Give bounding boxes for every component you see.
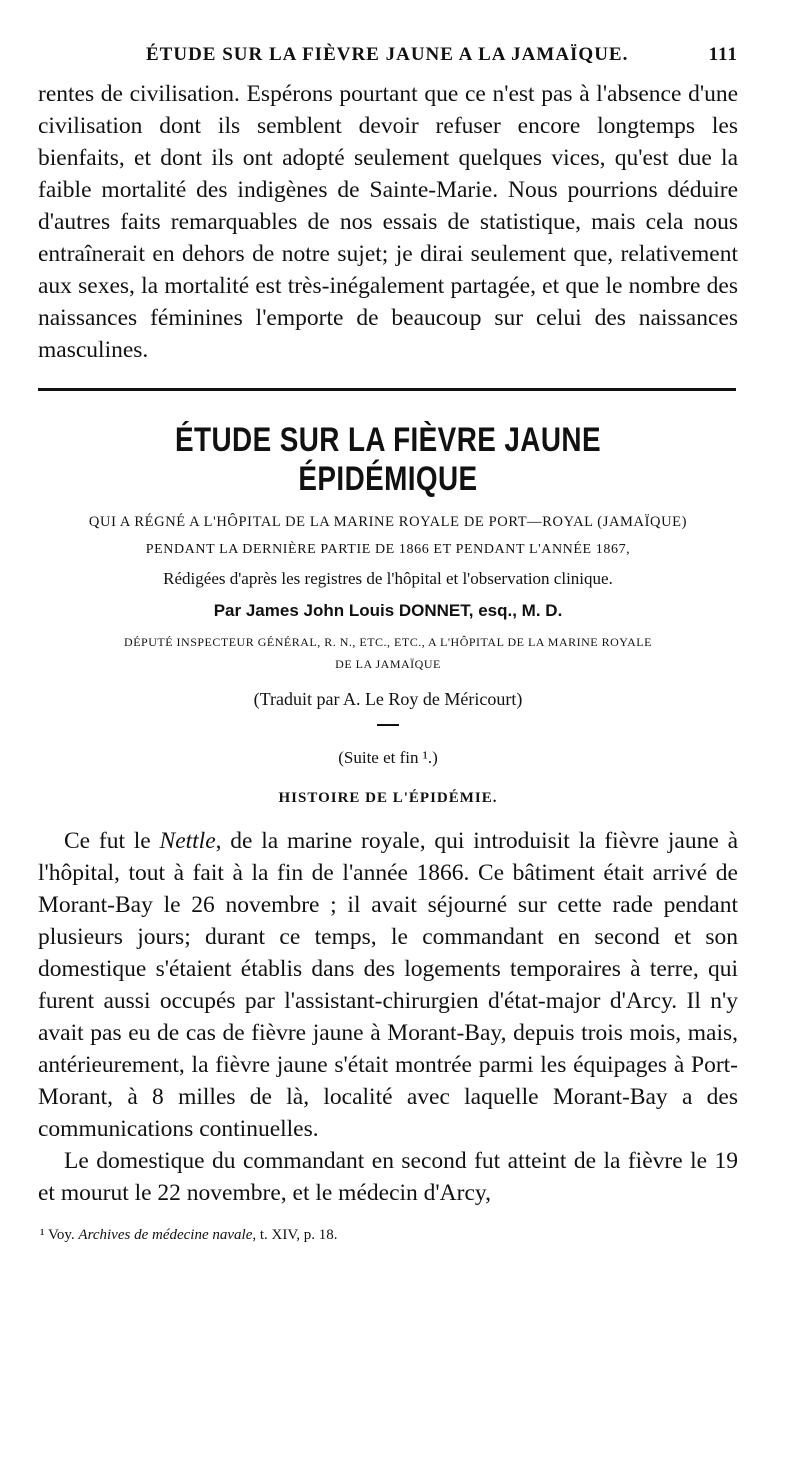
author-title bbox=[38, 631, 738, 675]
paragraph-2: Le domestique du commandant en second fut atteint de la fièvre le 19 et mourut le 22 novembre, et le médecin d'Arcy, bbox=[38, 1148, 738, 1206]
translator-credit: (Traduit par A. Le Roy de Méricourt) bbox=[253, 689, 523, 709]
ship-name: Nettle bbox=[159, 828, 216, 854]
running-title: ÉTUDE SUR LA FIÈVRE JAUNE A LA JAMAÏQUE. bbox=[146, 44, 629, 65]
document-page bbox=[38, 44, 738, 1244]
running-head bbox=[38, 44, 738, 66]
paragraph-1 bbox=[38, 825, 738, 1145]
article-author: Par James John Louis DONNET, esq., M. D. bbox=[213, 601, 563, 620]
article-subtitle-line1: QUI A RÉGNÉ A L'HÔPITAL DE LA MARINE ROYALE DE PORT—ROYAL (JAMAÏQUE) bbox=[88, 514, 688, 530]
continuation-note: (Suite et fin ¹.) bbox=[338, 748, 438, 767]
footnote-journal: Archives de médecine navale bbox=[78, 1227, 253, 1243]
article-title: ÉTUDE SUR LA FIÈVRE JAUNE ÉPIDÉMIQUE bbox=[175, 421, 601, 498]
article-subtitle-line2: PENDANT LA DERNIÈRE PARTIE DE 1866 ET PENDANT L'ANNÉE 1867, bbox=[145, 542, 631, 557]
section-divider bbox=[38, 388, 736, 391]
footnote-after: , t. XIV, p. 18. bbox=[252, 1227, 338, 1243]
footnote-marker: ¹ bbox=[40, 1227, 45, 1243]
author-title-line2: DE LA JAMAÏQUE bbox=[335, 657, 441, 671]
footnote-before: Voy. bbox=[44, 1227, 79, 1243]
paragraph-1-start: Ce fut le bbox=[64, 828, 160, 854]
author-title-line1: DÉPUTÉ INSPECTEUR GÉNÉRAL, R. N., ETC., ETC., A L'HÔPITAL DE LA MARINE ROYALE bbox=[124, 635, 652, 649]
section-heading: HISTOIRE DE L'ÉPIDÉMIE. bbox=[278, 790, 498, 806]
page-number: 111 bbox=[708, 44, 738, 65]
footnote bbox=[38, 1227, 738, 1244]
short-dash bbox=[377, 724, 399, 726]
article-sources: Rédigées d'après les registres de l'hôpital et l'observation clinique. bbox=[163, 569, 613, 588]
paragraph-1-rest: , de la marine royale, qui introduisit la fièvre jaune à l'hôpital, tout à fait à la fin de l'année 1866. Ce bâtiment était arrivé de Morant-Bay le 26 novembre ; il avait séjourné sur cette rade pendant plusieurs jours; durant ce temps, le commandant en second et son domestique s'étaient établis dans des logements temporaires à terre, qui furent aussi occupés par l'assistant-chirurgien d'état-major d'Arcy. Il n'y avait pas eu de cas de fièvre jaune à Morant-Bay, depuis trois mois, mais, antérieurement, la fièvre jaune s'était montrée parmi les équipages à Port-Morant, à 8 milles de là, localité avec laquelle Morant-Bay a des communications continuelles. bbox=[38, 828, 738, 1142]
intro-paragraph: rentes de civilisation. Espérons pourtant que ce n'est pas à l'absence d'une civilisation dont ils semblent devoir refuser encore longtemps les bienfaits, et dont ils ont adopté seulement quelques vices, qu'est due la faible mortalité des indigènes de Sainte-Marie. Nous pourrions déduire d'autres faits remarquables de nos essais de statistique, mais cela nous entraînerait en dehors de notre sujet; je dirai seulement que, relativement aux sexes, la mortalité est très-inégalement partagée, et que le nombre des naissances féminines l'emporte de beaucoup sur celui des naissances masculines. bbox=[38, 81, 738, 363]
